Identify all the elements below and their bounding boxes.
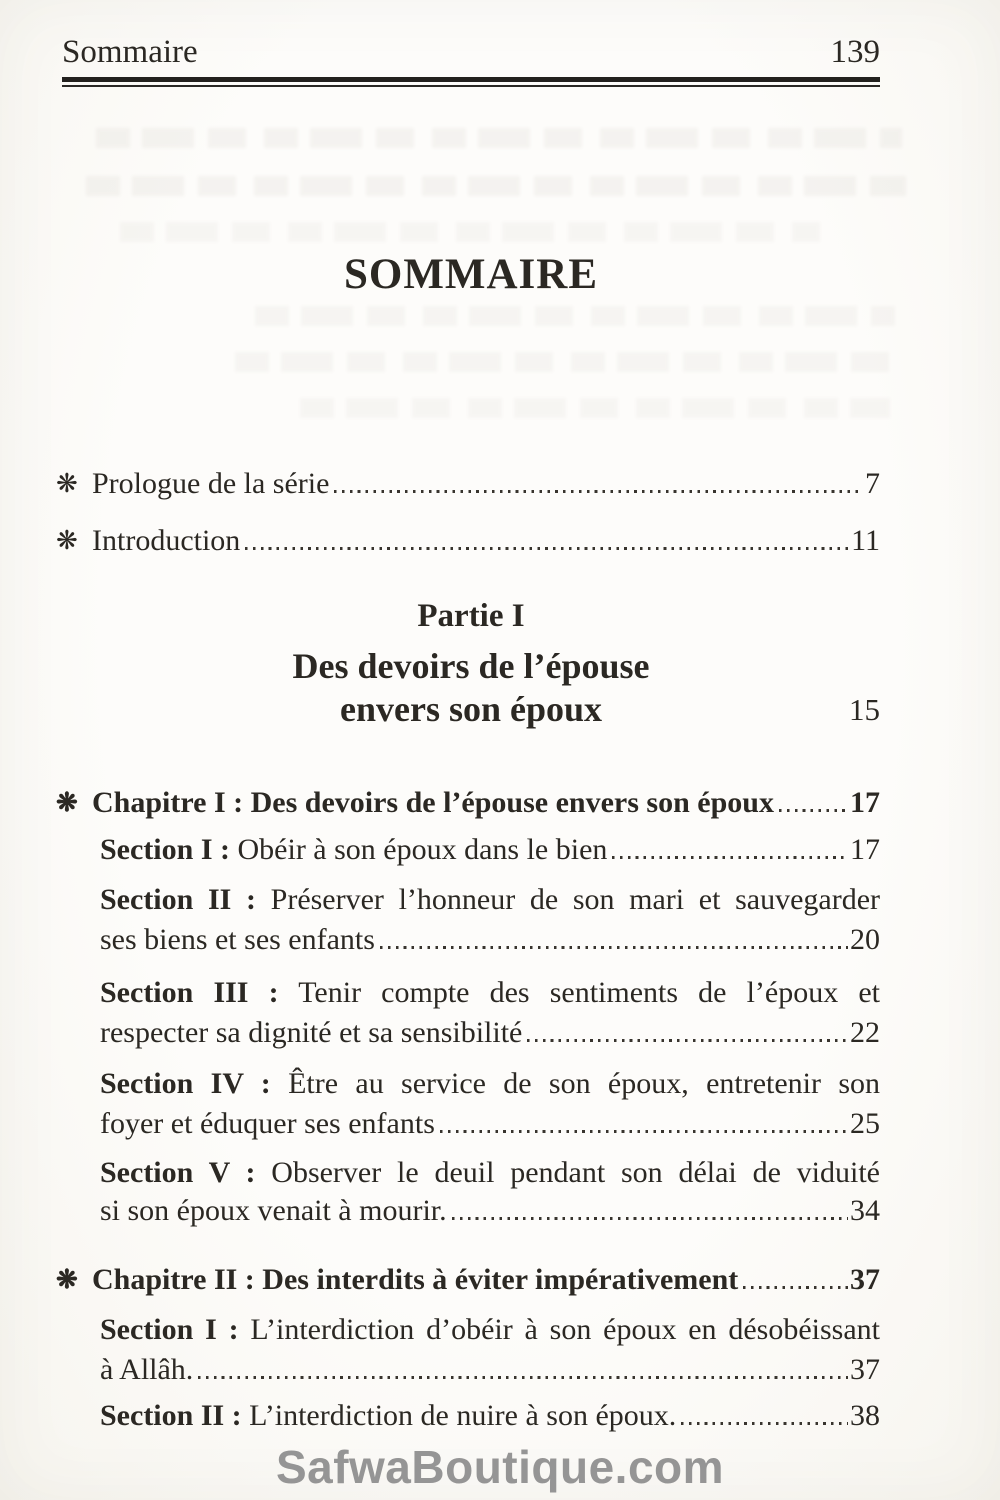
bleed-through-line (235, 352, 900, 372)
bleed-through-line (86, 176, 906, 196)
toc-page-number: 25 (850, 1107, 880, 1140)
section-text: respecter sa dignité et sa sensibilité (100, 1016, 523, 1049)
section-text: si son époux venait à mourir. (100, 1194, 447, 1227)
toc-page-number: 11 (851, 524, 880, 557)
section-text: L’interdiction de nuire à son époux. (249, 1399, 677, 1432)
toc-entry-chapter1 (56, 783, 880, 822)
florette-bullet-icon: ❋ (56, 1264, 78, 1294)
section-label: Section IV : (100, 1067, 271, 1100)
section-text: Préserver l’honneur de son mari et sauvegarder (270, 883, 880, 916)
section-label: Section II : (100, 1399, 242, 1432)
running-head (62, 34, 880, 71)
toc-page-number: 7 (865, 467, 880, 500)
toc-entry-ch1-section4-line2 (100, 1104, 880, 1143)
double-rule (62, 77, 880, 87)
toc-page-number: 37 (850, 1263, 880, 1296)
toc-entry-ch1-section3-line2 (100, 1013, 880, 1052)
dot-leader (245, 547, 849, 550)
dot-leader (612, 856, 848, 859)
toc-title: SOMMAIRE (343, 251, 599, 298)
toc-page-number: 37 (850, 1353, 880, 1386)
section-text: foyer et éduquer ses enfants (100, 1107, 435, 1140)
toc-page-number: 17 (850, 786, 880, 819)
toc-page-number: 17 (850, 833, 880, 866)
toc-entry-label: Introduction (92, 524, 241, 557)
bleed-through-line (120, 222, 820, 242)
part-title-line1: Des devoirs de l’épouse (292, 646, 650, 686)
bleed-through-line (300, 398, 890, 418)
toc-entry-introduction (56, 521, 880, 560)
dot-leader (440, 1130, 848, 1133)
section-text: Tenir compte des sentiments de l’époux et (298, 976, 881, 1009)
section-text: Observer le deuil pendant son délai de viduité (271, 1156, 880, 1189)
section-text: Être au service de son époux, entretenir son (288, 1067, 880, 1100)
toc-page-number: 34 (850, 1194, 880, 1227)
florette-bullet-icon: ❋ (56, 525, 78, 555)
part-title-line2: envers son époux (339, 689, 603, 729)
chapter-title: Chapitre II : Des interdits à éviter impérativement (92, 1263, 739, 1296)
toc-page-number: 38 (850, 1399, 880, 1432)
section-label: Section II : (100, 883, 256, 916)
watermark: SafwaBoutique.com (275, 1441, 725, 1493)
toc-page-number: 22 (850, 1016, 880, 1049)
section-text: Obéir à son époux dans le bien (237, 833, 608, 866)
section-label: Section V : (100, 1156, 256, 1189)
toc-entry-label: Prologue de la série (92, 467, 330, 500)
section-label: Section I : (100, 833, 230, 866)
section-text: à Allâh. (100, 1353, 194, 1386)
part-page-number: 15 (849, 692, 880, 727)
section-text: ses biens et ses enfants (100, 923, 375, 956)
chapter-title: Chapitre I : Des devoirs de l’épouse envers son époux (92, 786, 774, 819)
dot-leader (452, 1217, 848, 1220)
toc-entry-chapter2 (56, 1260, 880, 1299)
toc-entry-prologue (56, 464, 880, 503)
toc-entry-ch2-section1-line2 (100, 1350, 880, 1389)
folio-page-number: 139 (830, 34, 880, 70)
bleed-through-line (255, 306, 895, 326)
toc-page-number: 20 (850, 923, 880, 956)
toc-entry-ch1-section2-line2 (100, 920, 880, 959)
section-label: Section III : (100, 976, 279, 1009)
bleed-through-line (96, 128, 902, 148)
toc-entry-ch1-section1 (100, 830, 880, 869)
dot-leader (779, 809, 848, 812)
dot-leader (681, 1422, 848, 1425)
part-kicker: Partie I (417, 598, 525, 634)
dot-leader (334, 490, 863, 493)
dot-leader (527, 1039, 848, 1042)
florette-bullet-icon: ❋ (56, 468, 78, 498)
section-text: L’interdiction d’obéir à son époux en désobéissant (250, 1313, 881, 1346)
toc-entry-ch2-section2 (100, 1396, 880, 1435)
florette-bullet-icon: ❋ (56, 787, 78, 817)
dot-leader (380, 946, 848, 949)
running-title: Sommaire (62, 34, 198, 70)
section-label: Section I : (100, 1313, 239, 1346)
toc-entry-ch1-section5-line2 (100, 1191, 880, 1230)
dot-leader (198, 1376, 848, 1379)
dot-leader (743, 1286, 848, 1289)
